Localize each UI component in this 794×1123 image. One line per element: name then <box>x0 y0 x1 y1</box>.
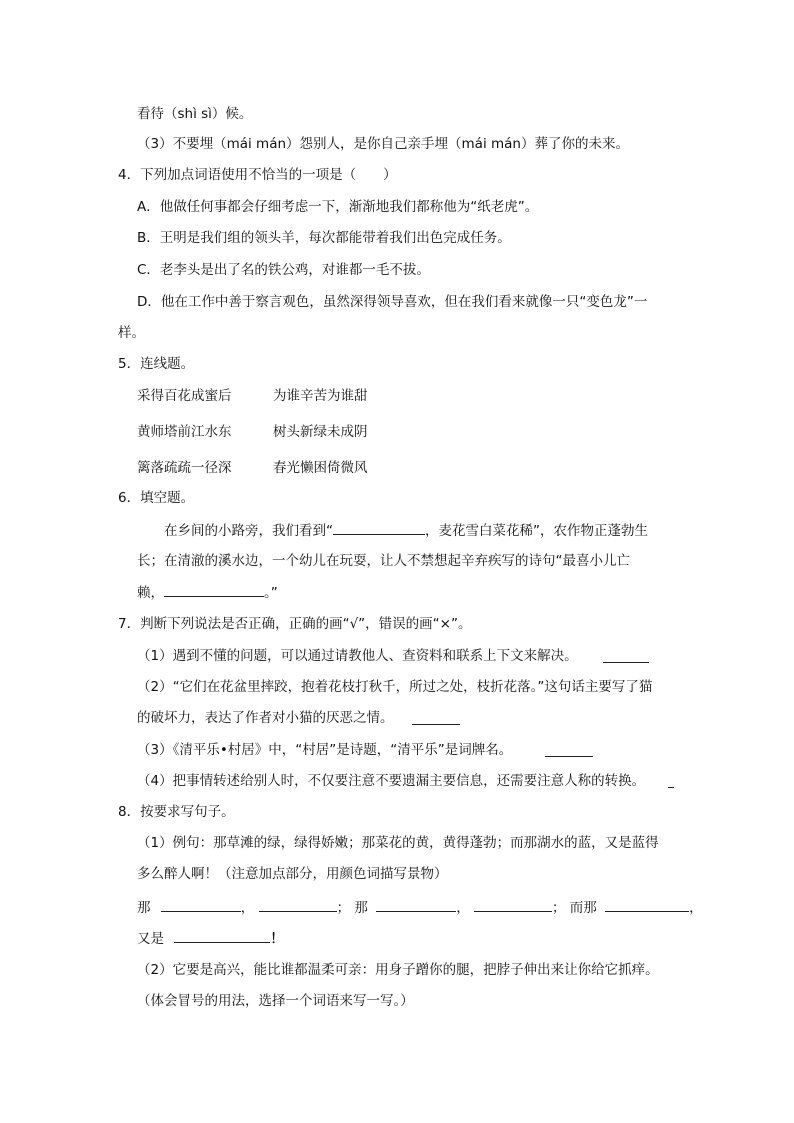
q8-item-1b: 多么醉人啊！（注意加点部分，用颜色词描写景物） <box>137 866 448 882</box>
q4-title: 4．下列加点词语使用不恰当的一项是（ ） <box>118 167 397 183</box>
q5-left-3: 篱落疏疏一径深 <box>137 460 232 476</box>
q3-line-b: （3）不要埋（mái mán）怨别人，是你自己亲手埋（mái mán）葬了你的未来。 <box>137 136 629 152</box>
q7-blank-1[interactable] <box>603 648 649 663</box>
q4-option-d-cont: 样。 <box>118 325 145 341</box>
q8-semicolon-1: ； <box>336 900 351 916</box>
q8-comma-2: ， <box>456 900 470 916</box>
q5-left-1: 采得百花成蜜后 <box>137 388 232 404</box>
q8-blank-2[interactable] <box>259 897 337 912</box>
q8-erna: 而那 <box>569 900 597 916</box>
q6-title: 6．填空题。 <box>118 490 195 506</box>
q4-option-b: B．王明是我们组的领头羊，每次都能带着我们出色完成任务。 <box>137 230 511 246</box>
q8-item-2b: （体会冒号的用法，选择一个词语来写一写。） <box>137 993 414 1009</box>
q6-blank-2[interactable] <box>164 582 264 597</box>
q6-text-c: 赖， <box>137 585 164 601</box>
q7-blank-4[interactable] <box>668 773 674 788</box>
q7-item-2a: （2）“它们在花盆里摔跤，抱着花枝打秋千，所过之处，枝折花落。”这句话主要写了猫 <box>137 679 653 695</box>
q7-title: 7．判断下列说法是否正确，正确的画“√”，错误的画“×”。 <box>118 616 472 632</box>
q6-line-1 <box>164 520 648 541</box>
q4-option-d: D．他在工作中善于察言观色，虽然深得领导喜欢，但在我们看来就像一只“变色龙”一 <box>137 294 648 310</box>
q5-right-3: 春光懒困倚微风 <box>273 460 368 476</box>
q8-blank-6[interactable] <box>174 928 270 943</box>
q8-comma-3: ， <box>689 900 703 916</box>
q5-right-1: 为谁辛苦为谁甜 <box>273 388 368 404</box>
q8-blank-1[interactable] <box>161 897 241 912</box>
q5-title: 5．连线题。 <box>118 356 195 372</box>
q6-text-b: ，麦花雪白菜花稀”，农作物正蓬勃生 <box>425 523 648 539</box>
q7-item-4: （4）把事情转述给别人时，不仅要注意不要遗漏主要信息，还需要注意人称的转换。 <box>137 773 646 789</box>
q7-item-2b <box>137 708 394 728</box>
q8-youshi: 又是 <box>137 931 164 947</box>
q6-line-3 <box>137 582 278 603</box>
q8-fill-row-1 <box>137 897 703 918</box>
q8-na-2: 那 <box>354 900 368 916</box>
q7-item-1-text: （1）遇到不懂的问题，可以通过请教他人、查资料和联系上下文来解决。 <box>137 648 578 664</box>
q8-semicolon-2: ； <box>551 900 566 916</box>
q7-blank-2[interactable] <box>412 710 460 725</box>
q7-item-3-text: （3）《清平乐•村居》中，“村居”是诗题，“清平乐”是词牌名。 <box>137 742 513 758</box>
q6-line-2: 长；在清澈的溪水边，一个幼儿在玩耍，让人不禁想起辛弃疾写的诗句“最喜小儿亡 <box>137 553 630 569</box>
q8-blank-5[interactable] <box>605 897 689 912</box>
q8-blank-4[interactable] <box>474 897 552 912</box>
q7-item-3 <box>137 740 512 760</box>
q8-na-1: 那 <box>137 900 151 916</box>
q7-item-2-text: 的破坏力，表达了作者对小猫的厌恶之情。 <box>137 710 394 726</box>
q6-blank-1[interactable] <box>333 520 425 535</box>
q6-text-d: 。” <box>264 585 278 601</box>
q7-item-1 <box>137 646 578 666</box>
q8-item-1a: （1）例句：那草滩的绿，绿得娇嫩；那菜花的黄，黄得蓬勃；而那湖水的蓝，又是蓝得 <box>137 835 659 851</box>
q3-line-a: 看待（shì sì）候。 <box>137 106 253 122</box>
q5-right-2: 树头新绿未成阴 <box>273 424 368 440</box>
q8-fill-row-2 <box>137 928 284 949</box>
q7-blank-3[interactable] <box>545 742 593 757</box>
q8-title: 8．按要求写句子。 <box>118 804 235 820</box>
q6-text-a: 在乡间的小路旁，我们看到“ <box>164 523 333 539</box>
q8-blank-3[interactable] <box>376 897 456 912</box>
q8-exclaim: ！ <box>270 931 284 947</box>
q5-left-2: 黄师塔前江水东 <box>137 424 232 440</box>
q4-option-a: A．他做任何事都会仔细考虑一下，渐渐地我们都称他为“纸老虎”。 <box>137 199 539 215</box>
q4-option-c: C．老李头是出了名的铁公鸡，对谁都一毛不拔。 <box>137 262 430 278</box>
q8-comma-1: ， <box>240 900 255 916</box>
q8-item-2a: （2）它要是高兴，能比谁都温柔可亲：用身子蹭你的腿，把脖子伸出来让你给它抓痒。 <box>137 962 659 978</box>
